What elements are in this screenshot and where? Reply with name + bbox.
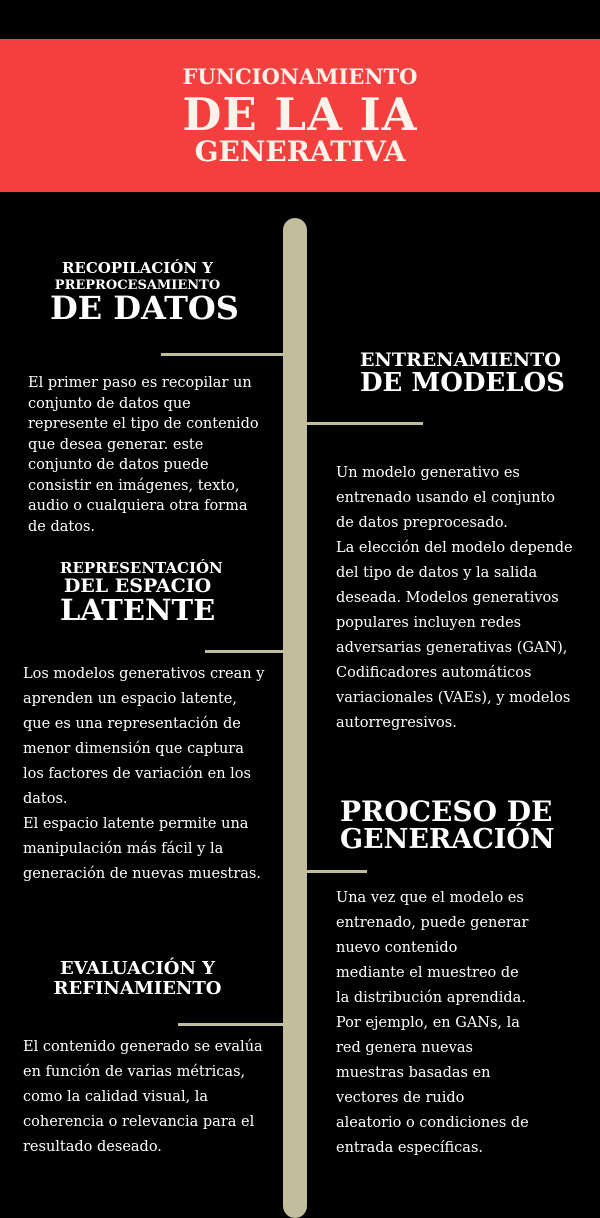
body-line: entrenado, puede generar — [336, 915, 529, 931]
body-line: Por ejemplo, en GANs, la — [336, 1015, 520, 1031]
body-line: muestras basadas en — [336, 1065, 491, 1081]
section-heading: ENTRENAMIENTO — [360, 349, 561, 371]
section-body — [336, 461, 573, 736]
body-line: resultado deseado. — [23, 1139, 162, 1155]
connector-evaluacion — [178, 1023, 285, 1026]
section-heading: REPRESENTACIÓN — [60, 559, 223, 577]
body-line: variacionales (VAEs), y modelos — [336, 690, 571, 706]
body-line: de datos. — [28, 518, 96, 535]
body-line: autorregresivos. — [336, 715, 457, 731]
section-heading: LATENTE — [60, 593, 216, 627]
section-body — [336, 886, 529, 1161]
section-heading: DE DATOS — [50, 289, 239, 327]
section-heading: PROCESO DE — [340, 795, 553, 828]
body-line: generación de nuevas muestras. — [23, 866, 261, 882]
body-line: aleatorio o condiciones de — [336, 1115, 529, 1131]
body-line: Un modelo generativo es — [336, 465, 520, 481]
section-heading: DE MODELOS — [360, 368, 565, 398]
body-line: deseada. Modelos generativos — [336, 590, 559, 606]
connector-latente — [205, 650, 285, 653]
body-line: conjunto de datos puede — [28, 457, 209, 473]
body-line: mediante el muestreo de — [336, 965, 519, 981]
section-heading: DEL ESPACIO — [63, 575, 212, 597]
body-line: la distribución aprendida. — [336, 990, 526, 1006]
body-line: vectores de ruido — [336, 1090, 465, 1106]
body-line: adversarias generativas (GAN), — [336, 640, 568, 656]
section-heading: REFINAMIENTO — [53, 978, 222, 999]
timeline-spine — [283, 218, 307, 1218]
body-line: manipulación más fácil y la — [23, 841, 224, 857]
body-line: datos. — [23, 791, 68, 807]
title-line-1: FUNCIONAMIENTO — [182, 64, 418, 89]
body-line: red genera nuevas — [336, 1040, 473, 1056]
body-line: represente el tipo de contenido — [28, 416, 259, 432]
title-line-3: GENERATIVA — [194, 135, 406, 168]
connector-modelos — [305, 422, 423, 425]
body-line: de datos preprocesado. — [336, 515, 508, 531]
body-line: conjunto de datos que — [28, 395, 191, 412]
title-line-2: DE LA IA — [182, 88, 418, 141]
body-line: coherencia o relevancia para el — [23, 1114, 255, 1130]
body-line: del tipo de datos y la salida — [336, 565, 538, 581]
section-heading: EVALUACIÓN Y — [59, 958, 216, 979]
body-line: entrenado usando el conjunto — [336, 490, 555, 506]
body-line: consistir en imágenes, texto, — [28, 477, 240, 494]
body-line: populares incluyen redes — [336, 615, 522, 631]
body-line: La elección del modelo depende — [336, 540, 573, 556]
body-line: entrada específicas. — [336, 1140, 483, 1156]
body-line: aprenden un espacio latente, — [23, 691, 237, 707]
section-heading: GENERACIÓN — [340, 824, 555, 855]
body-line: nuevo contenido — [336, 940, 458, 956]
body-line: El primer paso es recopilar un — [28, 375, 252, 391]
body-line: los factores de variación en los — [23, 766, 251, 782]
body-line: que desea generar. este — [28, 436, 204, 453]
body-line: El espacio latente permite una — [23, 816, 249, 832]
section-heading: PREPROCESAMIENTO — [54, 278, 221, 293]
body-line: audio o cualquiera otra forma — [28, 498, 248, 514]
body-line: El contenido generado se evalúa — [23, 1039, 263, 1055]
body-line: Una vez que el modelo es — [336, 890, 524, 906]
body-line: en función de varias métricas, — [23, 1064, 246, 1080]
body-line: menor dimensión que captura — [23, 741, 244, 757]
body-line: Los modelos generativos crean y — [23, 666, 265, 682]
connector-datos — [161, 353, 285, 356]
connector-generacion — [305, 870, 367, 873]
body-line: que es una representación de — [23, 716, 241, 732]
body-line: Codificadores automáticos — [336, 665, 532, 681]
body-line: como la calidad visual, la — [23, 1089, 209, 1105]
section-body — [23, 1035, 263, 1160]
section-body — [28, 373, 259, 537]
section-heading: RECOPILACIÓN Y — [61, 259, 214, 277]
section-body — [23, 662, 264, 887]
